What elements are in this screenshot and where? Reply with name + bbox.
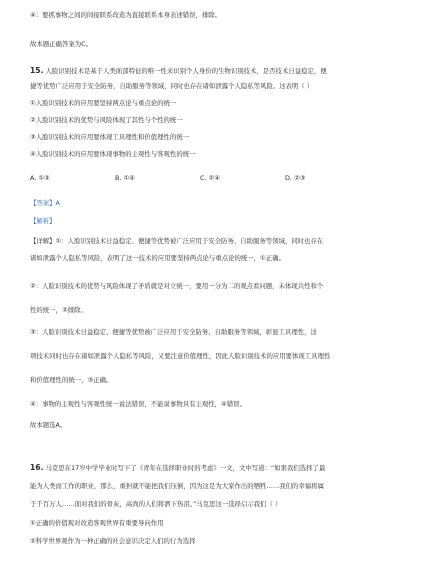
q16-stem-text1: 马克思在17岁中学毕业时写下了《青年在选择职业时的考虑》一文，文中写道：“如果我们选择了最: [45, 464, 326, 472]
q15-statement-1: ①人脸识别技术的应用要坚持两点论与重点论的统一: [30, 99, 177, 107]
explanation-line5: ③：人脸识别技术日益稳定、便捷等优势被广泛应用于安全防务、自助服务等领域，彰显工具理性，这: [30, 328, 317, 336]
q16-number: 16.: [30, 463, 44, 472]
q15-option-c: C. ②④: [200, 174, 220, 182]
q16-stem-line3: 于千百万人……面对我们的骨灰，高尚的人们将洒下热泪。”马克思这一选择启示我们（ ）: [30, 500, 282, 508]
prev-answer-summary: 故本题正确答案为C。: [30, 40, 92, 48]
answer-label: 【答案】A: [30, 199, 60, 207]
explanation-line8: ④：事物的主观性与客观性统一说法错误，不能说事物具有主观性，④错误。: [30, 400, 246, 408]
q16-statement-2: ②科学世界观作为一种正确的社会意识决定人们的行为选择: [30, 537, 196, 545]
q15-option-b: B. ①④: [115, 174, 135, 182]
q15-statement-4: ④人脸识别技术的应用要体现事物的主观性与客观性的统一: [30, 150, 196, 158]
explanation-line3: ②：人脸识别技术的优势与风险体现了矛盾就是对立统一，要用一分为二的观点看问题，未体现共性和个: [30, 282, 324, 290]
q16-stem-line1: [30, 463, 325, 472]
explanation-line1: 【详解】①：人脸识别技术日益稳定、便捷等优势被广泛应用于安全防务、自助服务等领域，同时也存在: [30, 237, 324, 245]
explanation-summary: 故本题选A。: [30, 421, 67, 429]
q15-stem-text1: 人脸识别技术是基于人类面部特征的唯一性来识别个人身份的生物识别技术，是否技术日益稳定，便: [45, 67, 327, 75]
q15-stem-line1: [30, 66, 327, 75]
q16-stem-line2: 能为人类而工作的职业，那么，重担就不能把我们压倒，因为这是为大家作出的牺牲……我们的幸福将属: [30, 482, 324, 490]
q15-statement-2: ②人脸识别技术的优势与风险体现了其性与个性的统一: [30, 116, 183, 124]
explanation-line2: 诸如泄露个人隐私等风险，表明了这一技术的应用要坚持两点论与重点论的统一，①正确。: [30, 254, 285, 262]
q15-stem-line2: 捷等优势广泛应用于安全防务，自助服务等领域，同时也存在诸如泄露个人隐私等风险。这表明（ ）: [30, 82, 314, 90]
q16-statement-1: ①正确的价值观对改造客观世界有重要导向作用: [30, 519, 164, 527]
q15-number: 15.: [30, 66, 44, 75]
q15-option-a: A. ①③: [30, 174, 50, 182]
q15-statement-3: ③人脸识别技术的应用要体现工具理性和价值理性的统一: [30, 133, 190, 141]
q15-options: [30, 174, 370, 182]
analysis-label: 【解析】: [30, 217, 56, 225]
explanation-line7: 和价值理性的统一，③正确。: [30, 376, 113, 384]
q15-option-d: D. ②③: [285, 174, 306, 182]
explanation-line4: 性的统一，②排除。: [30, 306, 87, 314]
explanation-line6: 项技术同时也存在诸如泄露个人隐私等风险，又要注意价值理性，因此人脸识别技术的应用要体现工具理性: [30, 352, 331, 360]
prev-item-four: ④：要抓事物之间的间接联系改造为直接联系本身表述错误，排除。: [30, 11, 222, 19]
